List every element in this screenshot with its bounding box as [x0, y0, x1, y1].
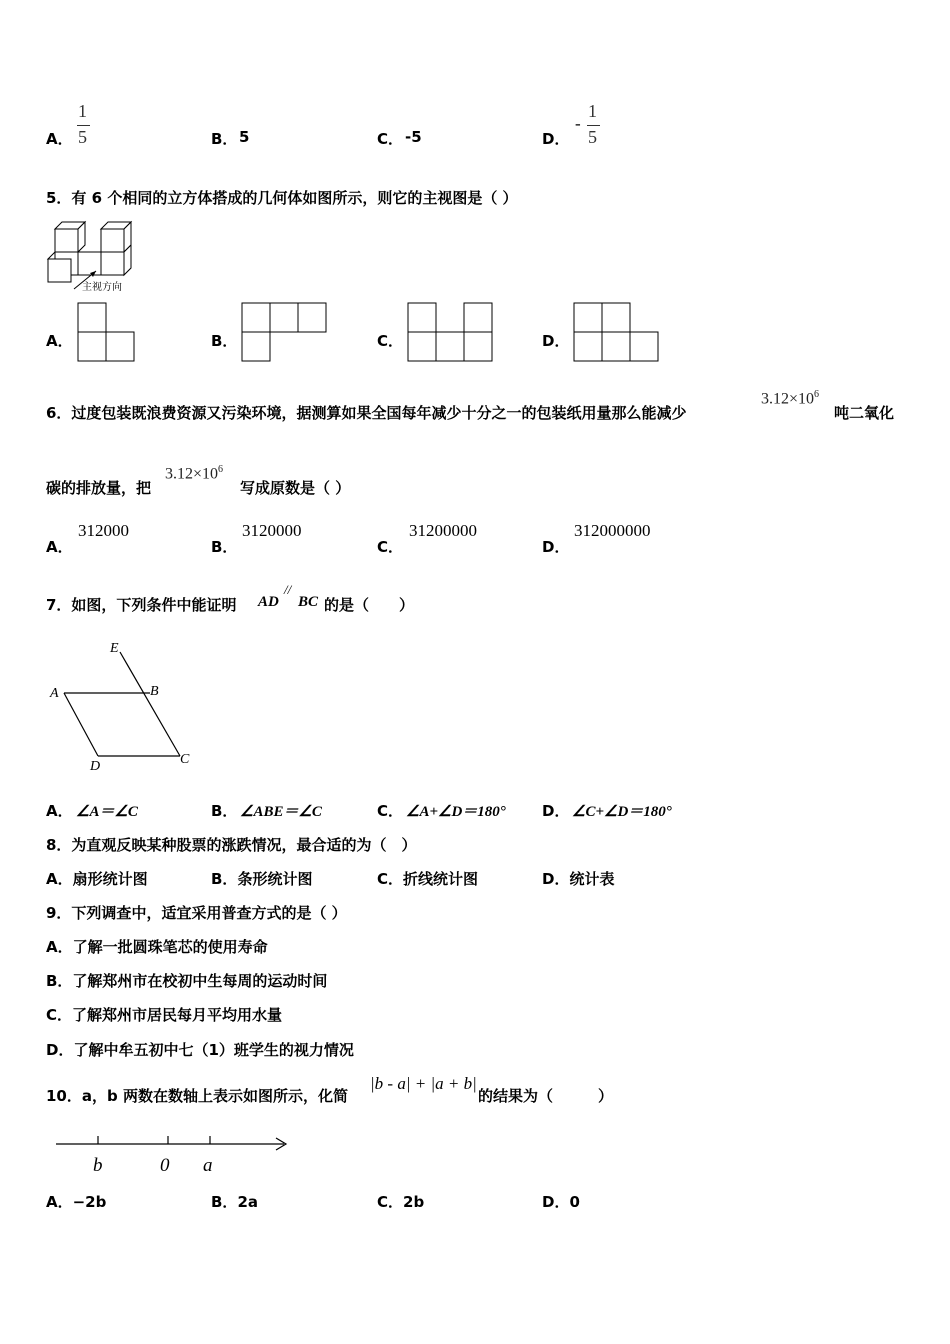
- q7-option-b-text: ∠ABE＝∠C: [240, 804, 322, 820]
- q10-option-b[interactable]: B．2a: [211, 1193, 258, 1211]
- q4-option-c-letter[interactable]: C．: [377, 130, 404, 148]
- q6-stem-line1-end: 吨二氧化: [834, 404, 895, 422]
- q5-stem: 5．有 6 个相同的立方体搭成的几何体如图所示，则它的主视图是（ ）: [46, 189, 518, 207]
- q7-option-a-letter[interactable]: A．: [46, 802, 73, 820]
- q10-stem-a: 10．a，b 两数在数轴上表示如图所示，化简: [46, 1087, 348, 1105]
- q7-ad: AD: [258, 594, 279, 610]
- q6-option-a-value: 312000: [78, 521, 129, 540]
- axis-label-a: a: [203, 1155, 213, 1176]
- q8-option-d[interactable]: D．统计表: [542, 870, 615, 888]
- q6-option-c-letter[interactable]: C．: [377, 538, 404, 556]
- q6-option-d-value: 312000000: [574, 521, 651, 540]
- q10-expression: |b - a| + |a + b|: [370, 1074, 477, 1093]
- point-label-d: D: [90, 759, 101, 774]
- q4-option-d-letter[interactable]: D．: [542, 130, 570, 148]
- q5-option-a-view: [77, 302, 137, 364]
- q10-option-c[interactable]: C．2b: [377, 1193, 425, 1211]
- q4-option-c-text: -5: [405, 128, 422, 146]
- q4-option-a-letter[interactable]: A．: [46, 130, 73, 148]
- q9-option-c[interactable]: C．了解郑州市居民每月平均用水量: [46, 1006, 283, 1024]
- q4-option-d-sign: -: [575, 114, 581, 133]
- q5-option-c-letter[interactable]: C．: [377, 332, 404, 350]
- q7-stem-b: 的是（ ）: [324, 596, 415, 614]
- q4-option-b-text: 5: [239, 128, 250, 146]
- q7-option-c-text: ∠A+∠D＝180°: [406, 804, 506, 820]
- point-label-c: C: [180, 752, 190, 767]
- point-label-e: E: [110, 641, 119, 656]
- q7-parallel-symbol: //: [284, 582, 292, 597]
- q6-option-d-letter[interactable]: D．: [542, 538, 570, 556]
- q6-stem-line2-a: 碳的排放量，把: [46, 479, 152, 497]
- q6-option-b-value: 3120000: [242, 521, 302, 540]
- axis-label-zero: 0: [160, 1155, 170, 1176]
- q5-option-b-view: [241, 302, 331, 364]
- q5-option-a-letter[interactable]: A．: [46, 332, 73, 350]
- q7-parallelogram-figure: [44, 636, 204, 776]
- point-label-b: B: [150, 684, 159, 699]
- q7-bc: BC: [298, 594, 319, 610]
- q9-option-d[interactable]: D．了解中牟五初中七（1）班学生的视力情况: [46, 1041, 354, 1059]
- q5-option-d-view: [573, 302, 663, 364]
- q7-stem-a: 7．如图，下列条件中能证明: [46, 596, 237, 614]
- q10-number-line: [50, 1128, 300, 1178]
- q8-option-c[interactable]: C．折线统计图: [377, 870, 479, 888]
- q7-option-d-letter[interactable]: D．: [542, 802, 570, 820]
- q6-sci-value-1: $3.12\times 10^6$: [761, 389, 820, 408]
- q5-option-c-view: [407, 302, 497, 364]
- q9-stem: 9．下列调查中，适宜采用普查方式的是（ ）: [46, 904, 347, 922]
- q6-stem-line1: 6．过度包装既浪费资源又污染环境，据测算如果全国每年减少十分之一的包装纸用量那么能减少: [46, 404, 687, 422]
- q6-stem-line2-b: 写成原数是（ ）: [240, 479, 351, 497]
- point-label-a: A: [50, 686, 59, 701]
- q4-option-b-letter[interactable]: B．: [211, 130, 238, 148]
- q6-option-a-letter[interactable]: A．: [46, 538, 73, 556]
- q8-option-a[interactable]: A．扇形统计图: [46, 870, 148, 888]
- q7-option-a-text: ∠A＝∠C: [76, 804, 138, 820]
- q8-stem: 8．为直观反映某种股票的涨跌情况，最合适的为（ ）: [46, 836, 417, 854]
- q5-option-b-letter[interactable]: B．: [211, 332, 238, 350]
- q6-option-b-letter[interactable]: B．: [211, 538, 238, 556]
- q9-option-a[interactable]: A．了解一批圆珠笔芯的使用寿命: [46, 938, 268, 956]
- axis-label-b: b: [93, 1155, 103, 1176]
- q10-option-a[interactable]: A．−2b: [46, 1193, 107, 1211]
- q7-option-d-text: ∠C+∠D＝180°: [572, 804, 672, 820]
- q8-option-b[interactable]: B．条形统计图: [211, 870, 313, 888]
- q9-option-b[interactable]: B．了解郑州市在校初中生每周的运动时间: [46, 972, 328, 990]
- q6-sci-value-2: $3.12\times 10^6$: [165, 464, 224, 483]
- q10-option-d[interactable]: D．0: [542, 1193, 580, 1211]
- q7-option-c-letter[interactable]: C．: [377, 802, 404, 820]
- q5-view-direction-label: 主视方向: [82, 282, 122, 293]
- q7-option-b-letter[interactable]: B．: [211, 802, 238, 820]
- q5-option-d-letter[interactable]: D．: [542, 332, 570, 350]
- q6-option-c-value: 31200000: [409, 521, 477, 540]
- q10-stem-b: 的结果为（ ）: [478, 1087, 614, 1105]
